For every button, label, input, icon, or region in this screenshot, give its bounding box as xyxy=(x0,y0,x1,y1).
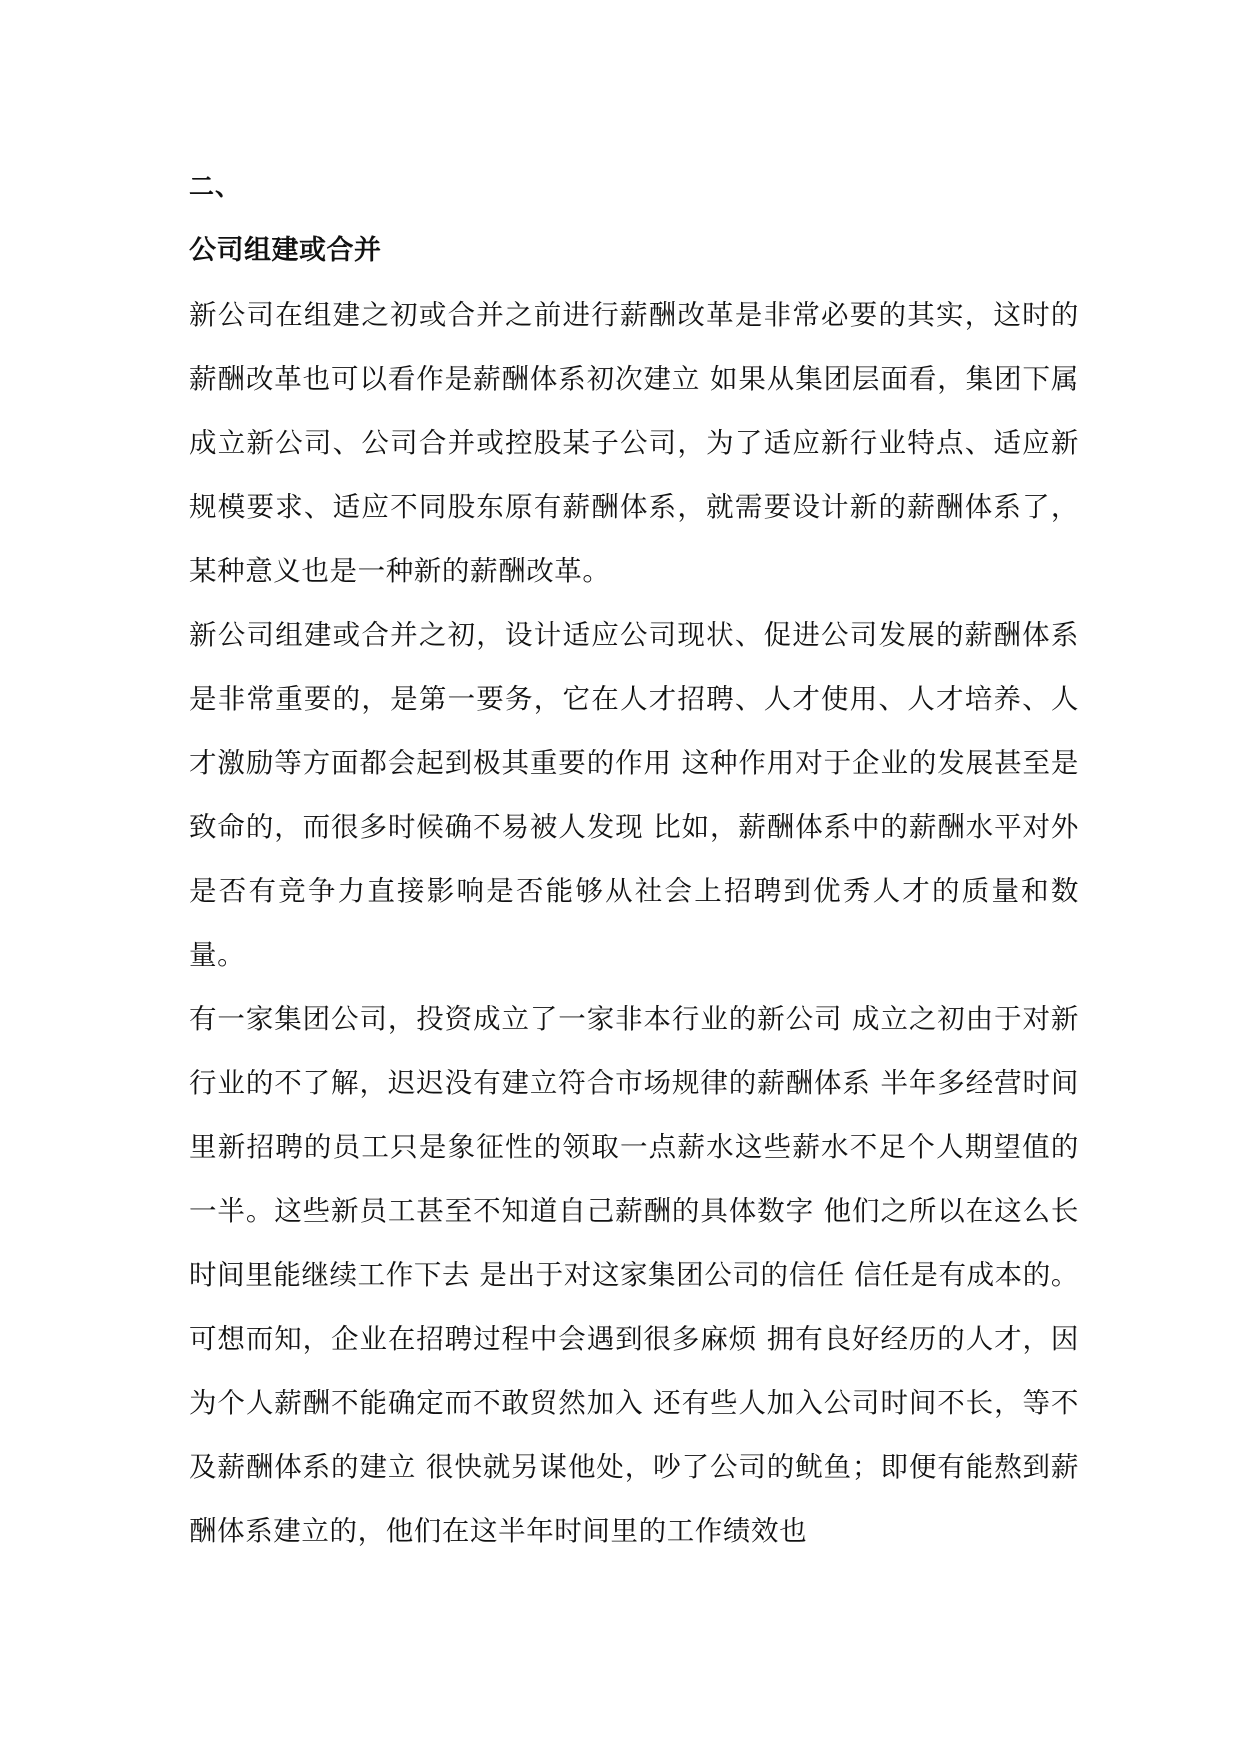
paragraph-1: 新公司在组建之初或合并之前进行薪酬改革是非常必要的其实，这时的薪酬改革也可以看作是薪酬体系初次建立 如果从集团层面看，集团下属成立新公司、公司合并或控股某子公司，为了适应新行业特点、适应新规模要求、适应不同股东原有薪酬体系，就需要设计新的薪酬体系了，某种意义也是一种新的薪酬改革。 xyxy=(189,299,1079,587)
document-body xyxy=(189,155,1079,1563)
section-title: 公司组建或合并 xyxy=(189,235,382,266)
paragraph-3: 有一家集团公司，投资成立了一家非本行业的新公司 成立之初由于对新行业的不了解，迟迟没有建立符合市场规律的薪酬体系 半年多经营时间里新招聘的员工只是象征性的领取一点薪水这些薪水不足个人期望值的一半。这些新员工甚至不知道自己薪酬的具体数字 他们之所以在这么长时间里能继续工作下去 是出于对这家集团公司的信任 信任是有成本的。可想而知，企业在招聘过程中会遇到很多麻烦 拥有良好经历的人才，因为个人薪酬不能确定而不敢贸然加入 还有些人加入公司时间不长，等不及薪酬体系的建立 很快就另谋他处，吵了公司的鱿鱼；即便有能熬到薪酬体系建立的，他们在这半年时间里的工作绩效也 xyxy=(189,1003,1079,1547)
section-number: 二、 xyxy=(189,172,242,201)
paragraph-2: 新公司组建或合并之初，设计适应公司现状、促进公司发展的薪酬体系是非常重要的，是第一要务，它在人才招聘、人才使用、人才培养、人才激励等方面都会起到极其重要的作用 这种作用对于企业的发展甚至是致命的，而很多时候确不易被人发现 比如，薪酬体系中的薪酬水平对外是否有竞争力直接影响是否能够从社会上招聘到优秀人才的质量和数量。 xyxy=(189,619,1079,971)
